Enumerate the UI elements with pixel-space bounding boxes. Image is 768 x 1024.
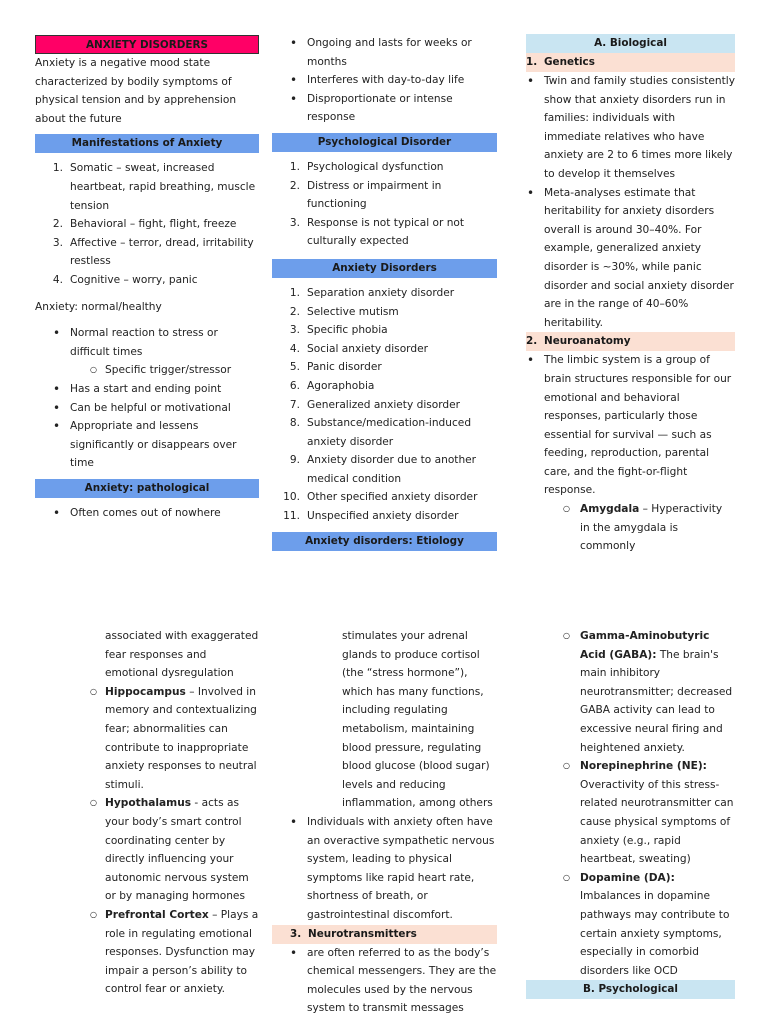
subheader-genetics: 1. Genetics: [526, 53, 735, 72]
brain-structures-list: [35, 683, 259, 999]
column-4: [35, 627, 259, 999]
normal-anxiety-label: Anxiety: normal/healthy: [35, 300, 162, 313]
list-item: • Appropriate and lessens significantly or disappears over time: [35, 417, 259, 473]
list-item: ○ Hippocampus – Involved in memory and contextualizing fear; abnormalities can contribute to inappropriate anxiety responses to neutral stimuli.: [35, 683, 259, 795]
list-item: ○ Prefrontal Cortex – Plays a role in regulating emotional responses. Dysfunction may impair a person’s ability to control fear or anxiety.: [35, 906, 259, 999]
pathological-list: [35, 504, 259, 523]
list-item: ○ Hypothalamus - acts as your body’s smart control coordinating center by directly influencing your autonomic nervous system or by managing hormones: [35, 794, 259, 906]
list-item: 5. Panic disorder: [289, 361, 382, 374]
manifestations-list: [35, 159, 259, 289]
subheader-neurotransmitters: 3. Neurotransmitters: [272, 925, 497, 944]
list-item: 8. Substance/medication-induced anxiety disorder: [289, 417, 472, 448]
normal-anxiety-list: [35, 324, 259, 361]
title-anxiety-disorders: ANXIETY DISORDERS: [35, 35, 259, 54]
list-item: • are often referred to as the body’s chemical messengers. They are the molecules used by the nervous system to transmit messages: [272, 944, 497, 1018]
list-item: 4. Social anxiety disorder: [289, 342, 428, 355]
list-item: 2. Distress or impairment in functioning: [289, 179, 442, 211]
column-1: [35, 35, 259, 522]
anxiety-disorders-list: [272, 284, 497, 526]
column-6: [526, 627, 735, 999]
list-item: • Disproportionate or intense response: [272, 90, 497, 127]
column-2: [272, 34, 497, 551]
list-item: 3. Response is not typical or not culturally expected: [289, 216, 465, 248]
list-item: 10. Other specified anxiety disorder: [283, 491, 478, 504]
header-psychological-disorder: Psychological Disorder: [272, 133, 497, 152]
list-item: 7. Generalized anxiety disorder: [289, 398, 461, 411]
list-item: • Individuals with anxiety often have an overactive sympathetic nervous system, leading to physical symptoms like rapid heart rate, shortness of breath, or gastrointestinal discomfort.: [272, 813, 497, 925]
list-item: 11. Unspecified anxiety disorder: [283, 510, 459, 523]
list-item: • The limbic system is a group of brain structures responsible for our emotional and behavioral responses, particularly those essential for survival — such as feeding, reproduction, parental care, and the fight-or-flight response.: [526, 351, 735, 500]
list-item: 6. Agoraphobia: [289, 379, 375, 392]
normal-anxiety-list-cont: [35, 380, 259, 473]
header-etiology: Anxiety disorders: Etiology: [272, 532, 497, 551]
list-item: 1. Psychological dysfunction: [289, 160, 444, 173]
header-biological: A. Biological: [526, 34, 735, 53]
list-item: ○ Dopamine (DA): Imbalances in dopamine pathways may contribute to certain anxiety symptoms, especially in comorbid disorders like OCD: [526, 869, 735, 981]
list-item: • Meta-analyses estimate that heritability for anxiety disorders overall is around 30–40%. For example, generalized anxiety disorder is ~30%, while panic disorder and social anxiety disorder are in the range of 40–60% heritability.: [526, 184, 735, 333]
list-item: ○ Gamma-Aminobutyric Acid (GABA): The brain's main inhibitory neurotransmitter; decreased GABA activity can lead to excessive neural firing and heightened anxiety.: [526, 627, 735, 757]
neurotransmitters-list: [272, 944, 497, 1018]
header-anxiety-disorders: Anxiety Disorders: [272, 259, 497, 278]
header-pathological: Anxiety: pathological: [35, 479, 259, 498]
hypothalamus-continued: stimulates your adrenal glands to produce cortisol (the “stress hormone”), which has many functions, including regulating metabolism, maintaining blood pressure, regulating blood glucose (blood sugar) levels and reducing inflammation, among others: [342, 630, 493, 810]
list-item: ○ Norepinephrine (NE): Overactivity of this stress-related neurotransmitter can cause physical symptoms of anxiety (e.g., rapid heartbeat, sweating): [526, 757, 735, 869]
amygdala-continued: associated with exaggerated fear responses and emotional dysregulation: [105, 630, 259, 680]
list-item: ○ Specific trigger/stressor: [35, 361, 259, 380]
column-3: [526, 34, 735, 556]
list-item: 1. Somatic – sweat, increased heartbeat, rapid breathing, muscle tension: [52, 162, 256, 212]
list-item: ○ Amygdala – Hyperactivity in the amygdala is commonly: [526, 500, 735, 556]
list-item: 2. Behavioral – fight, flight, freeze: [52, 218, 237, 231]
list-item: 3. Affective – terror, dread, irritability restless: [52, 236, 254, 268]
genetics-list: [526, 72, 735, 332]
nervous-system-list: [272, 813, 497, 925]
intro-paragraph: Anxiety is a negative mood state characterized by bodily symptoms of physical tension and by apprehension about the future: [35, 57, 237, 125]
list-item: • Often comes out of nowhere: [35, 504, 259, 523]
list-item: • Twin and family studies consistently show that anxiety disorders run in families: individuals with immediate relatives who have anxiety are 2 to 6 times more likely to develop it themselves: [526, 72, 735, 184]
list-item: 1. Separation anxiety disorder: [289, 286, 455, 299]
neurotransmitter-types-list: [526, 627, 735, 980]
list-item: • Normal reaction to stress or difficult times: [35, 324, 259, 361]
pathological-list-cont: [272, 34, 497, 127]
subheader-neuroanatomy: 2. Neuroanatomy: [526, 332, 735, 351]
list-item: 2. Selective mutism: [289, 305, 399, 318]
header-psychological: B. Psychological: [526, 980, 735, 999]
list-item: • Can be helpful or motivational: [35, 399, 259, 418]
column-5: [272, 627, 497, 1018]
header-manifestations: Manifestations of Anxiety: [35, 134, 259, 153]
list-item: • Interferes with day-to-day life: [272, 71, 497, 90]
neuroanatomy-list: [526, 351, 735, 500]
list-item: • Has a start and ending point: [35, 380, 259, 399]
list-item: 9. Anxiety disorder due to another medical condition: [289, 454, 477, 485]
psych-disorder-list: [272, 158, 497, 251]
list-item: 4. Cognitive – worry, panic: [52, 273, 198, 286]
list-item: • Ongoing and lasts for weeks or months: [272, 34, 497, 71]
neuroanatomy-sublist: [526, 500, 735, 556]
normal-anxiety-sublist: [35, 361, 259, 380]
list-item: 3. Specific phobia: [289, 324, 388, 337]
